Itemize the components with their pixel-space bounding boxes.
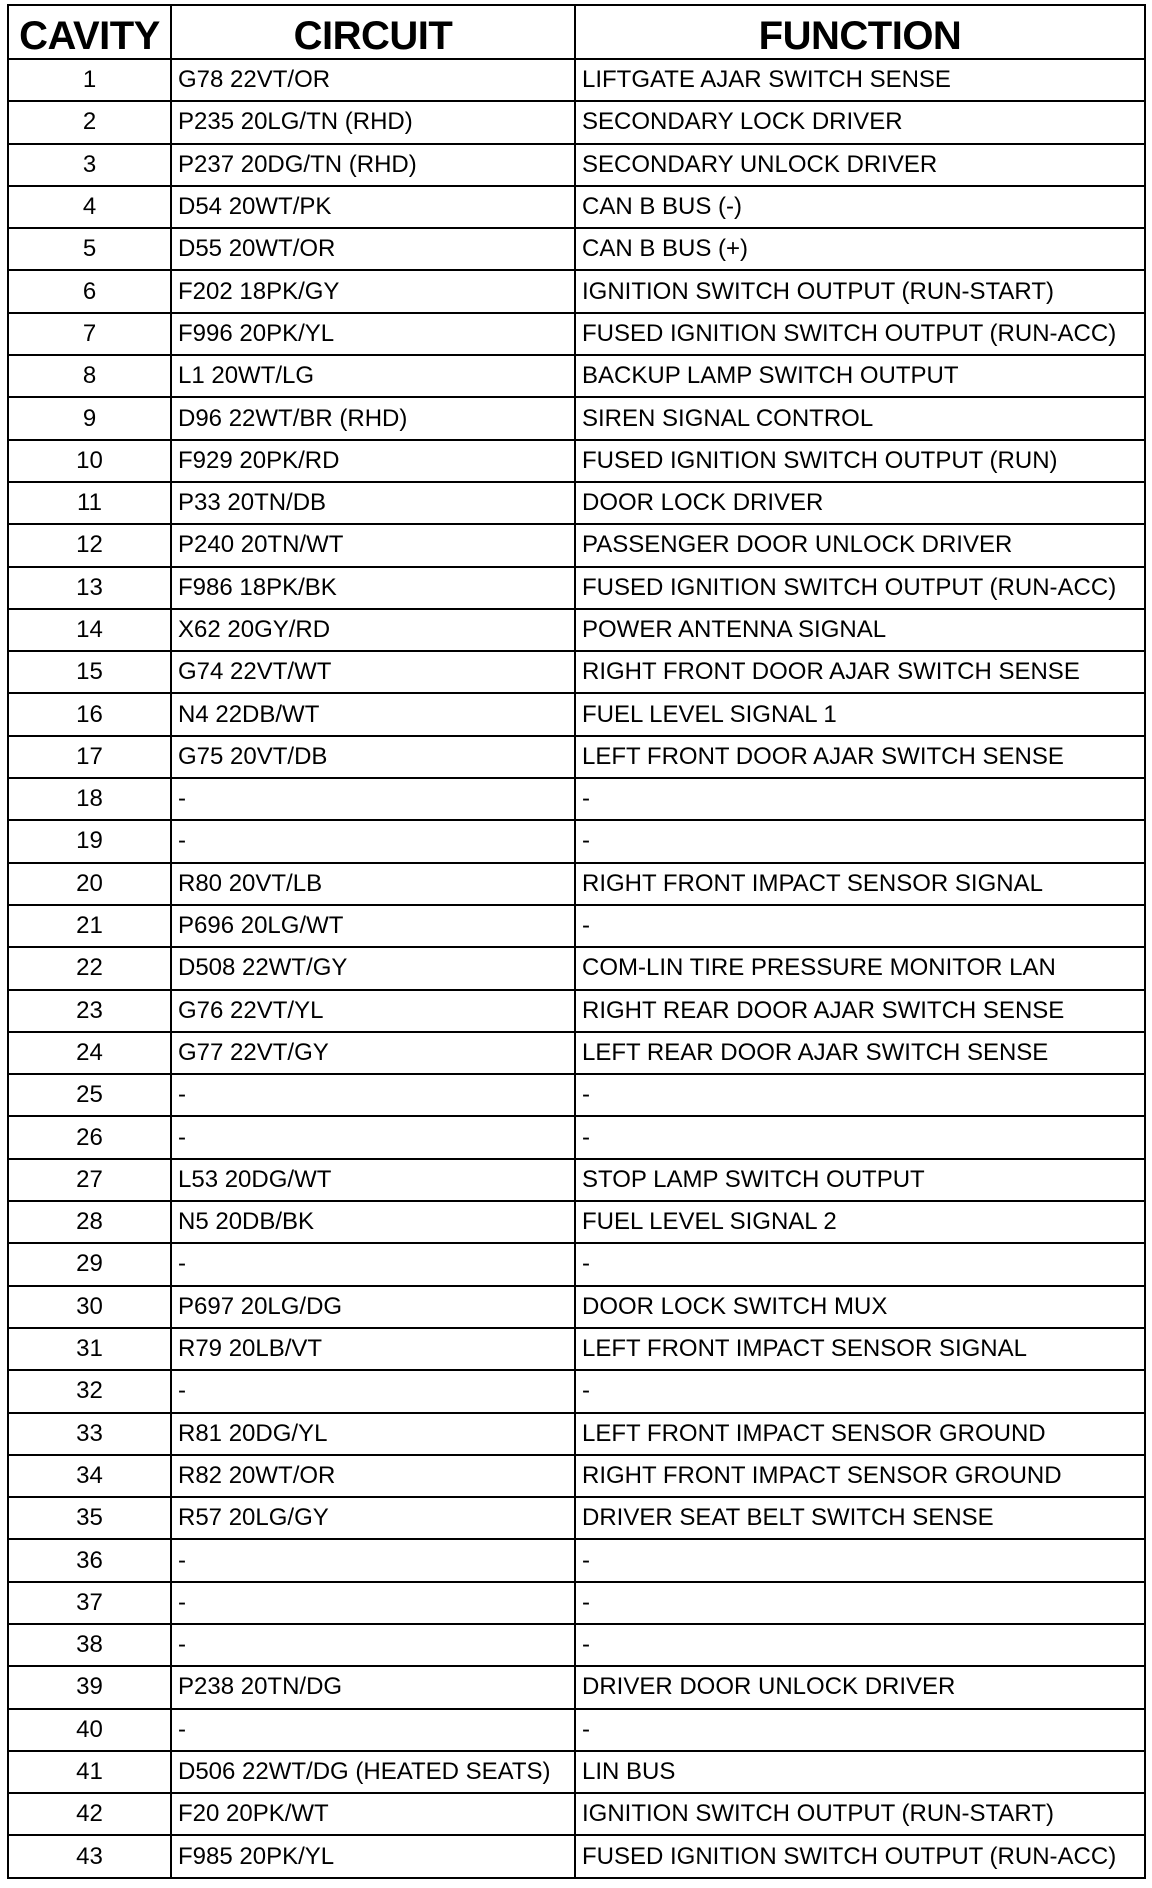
circuit-cell: F986 18PK/BK [171, 567, 575, 609]
cavity-cell: 42 [8, 1793, 171, 1835]
circuit-cell: G75 20VT/DB [171, 736, 575, 778]
cavity-cell: 22 [8, 947, 171, 989]
function-cell: DRIVER DOOR UNLOCK DRIVER [575, 1666, 1145, 1708]
table-row [8, 524, 1145, 566]
table-row [8, 1116, 1145, 1158]
circuit-cell: P696 20LG/WT [171, 905, 575, 947]
circuit-cell: R57 20LG/GY [171, 1497, 575, 1539]
cavity-cell: 38 [8, 1624, 171, 1666]
table-row [8, 990, 1145, 1032]
function-cell: - [575, 1539, 1145, 1581]
function-cell: - [575, 820, 1145, 862]
function-cell: FUSED IGNITION SWITCH OUTPUT (RUN-ACC) [575, 313, 1145, 355]
function-cell: LIN BUS [575, 1751, 1145, 1793]
function-cell: SECONDARY LOCK DRIVER [575, 101, 1145, 143]
function-cell: FUSED IGNITION SWITCH OUTPUT (RUN) [575, 440, 1145, 482]
function-cell: - [575, 905, 1145, 947]
cavity-cell: 23 [8, 990, 171, 1032]
cavity-cell: 6 [8, 270, 171, 312]
table-row [8, 1370, 1145, 1412]
table-row [8, 651, 1145, 693]
circuit-cell: R81 20DG/YL [171, 1413, 575, 1455]
circuit-cell: G76 22VT/YL [171, 990, 575, 1032]
table-row [8, 397, 1145, 439]
table-row [8, 1328, 1145, 1370]
circuit-cell: P237 20DG/TN (RHD) [171, 144, 575, 186]
cavity-cell: 39 [8, 1666, 171, 1708]
table-row [8, 1243, 1145, 1285]
function-cell: FUEL LEVEL SIGNAL 2 [575, 1201, 1145, 1243]
cavity-cell: 15 [8, 651, 171, 693]
table-row [8, 1032, 1145, 1074]
cavity-cell: 35 [8, 1497, 171, 1539]
cavity-cell: 21 [8, 905, 171, 947]
table-row [8, 228, 1145, 270]
function-cell: - [575, 1074, 1145, 1116]
table-row [8, 186, 1145, 228]
cavity-cell: 31 [8, 1328, 171, 1370]
circuit-cell: D54 20WT/PK [171, 186, 575, 228]
circuit-cell: D96 22WT/BR (RHD) [171, 397, 575, 439]
table-row [8, 144, 1145, 186]
table-row [8, 1751, 1145, 1793]
cavity-cell: 19 [8, 820, 171, 862]
function-cell: LEFT FRONT IMPACT SENSOR SIGNAL [575, 1328, 1145, 1370]
circuit-cell: G77 22VT/GY [171, 1032, 575, 1074]
table-row [8, 736, 1145, 778]
function-cell: FUSED IGNITION SWITCH OUTPUT (RUN-ACC) [575, 567, 1145, 609]
header-row [8, 5, 1145, 59]
function-cell: RIGHT REAR DOOR AJAR SWITCH SENSE [575, 990, 1145, 1032]
function-cell: SECONDARY UNLOCK DRIVER [575, 144, 1145, 186]
circuit-cell: - [171, 1074, 575, 1116]
circuit-cell: - [171, 1709, 575, 1751]
header-function: FUNCTION [575, 5, 1145, 59]
circuit-cell: P33 20TN/DB [171, 482, 575, 524]
circuit-cell: X62 20GY/RD [171, 609, 575, 651]
table-row [8, 270, 1145, 312]
table-row [8, 863, 1145, 905]
cavity-cell: 9 [8, 397, 171, 439]
cavity-cell: 12 [8, 524, 171, 566]
circuit-cell: F20 20PK/WT [171, 1793, 575, 1835]
cavity-cell: 18 [8, 778, 171, 820]
function-cell: IGNITION SWITCH OUTPUT (RUN-START) [575, 270, 1145, 312]
cavity-cell: 7 [8, 313, 171, 355]
function-cell: IGNITION SWITCH OUTPUT (RUN-START) [575, 1793, 1145, 1835]
cavity-cell: 43 [8, 1835, 171, 1877]
table-row [8, 947, 1145, 989]
cavity-cell: 2 [8, 101, 171, 143]
circuit-cell: F202 18PK/GY [171, 270, 575, 312]
cavity-cell: 8 [8, 355, 171, 397]
function-cell: STOP LAMP SWITCH OUTPUT [575, 1159, 1145, 1201]
cavity-cell: 10 [8, 440, 171, 482]
function-cell: BACKUP LAMP SWITCH OUTPUT [575, 355, 1145, 397]
cavity-cell: 27 [8, 1159, 171, 1201]
circuit-cell: - [171, 778, 575, 820]
cavity-cell: 28 [8, 1201, 171, 1243]
cavity-cell: 41 [8, 1751, 171, 1793]
table-row [8, 313, 1145, 355]
circuit-cell: - [171, 1370, 575, 1412]
circuit-cell: - [171, 820, 575, 862]
table-row [8, 1793, 1145, 1835]
cavity-cell: 13 [8, 567, 171, 609]
function-cell: LEFT FRONT IMPACT SENSOR GROUND [575, 1413, 1145, 1455]
function-cell: LEFT FRONT DOOR AJAR SWITCH SENSE [575, 736, 1145, 778]
circuit-cell: D506 22WT/DG (HEATED SEATS) [171, 1751, 575, 1793]
circuit-cell: R79 20LB/VT [171, 1328, 575, 1370]
cavity-cell: 3 [8, 144, 171, 186]
cavity-cell: 25 [8, 1074, 171, 1116]
function-cell: DOOR LOCK SWITCH MUX [575, 1286, 1145, 1328]
function-cell: LEFT REAR DOOR AJAR SWITCH SENSE [575, 1032, 1145, 1074]
circuit-cell: G78 22VT/OR [171, 59, 575, 101]
function-cell: DRIVER SEAT BELT SWITCH SENSE [575, 1497, 1145, 1539]
function-cell: - [575, 1116, 1145, 1158]
circuit-cell: N4 22DB/WT [171, 693, 575, 735]
circuit-cell: F996 20PK/YL [171, 313, 575, 355]
cavity-cell: 4 [8, 186, 171, 228]
table-row [8, 1666, 1145, 1708]
function-cell: FUEL LEVEL SIGNAL 1 [575, 693, 1145, 735]
table-row [8, 1201, 1145, 1243]
table-row [8, 567, 1145, 609]
table-row [8, 1835, 1145, 1877]
function-cell: CAN B BUS (-) [575, 186, 1145, 228]
connector-pinout-table [7, 4, 1146, 1879]
table-row [8, 778, 1145, 820]
cavity-cell: 36 [8, 1539, 171, 1581]
cavity-cell: 14 [8, 609, 171, 651]
function-cell: - [575, 1624, 1145, 1666]
function-cell: FUSED IGNITION SWITCH OUTPUT (RUN-ACC) [575, 1835, 1145, 1877]
cavity-cell: 26 [8, 1116, 171, 1158]
table-row [8, 1624, 1145, 1666]
circuit-cell: F985 20PK/YL [171, 1835, 575, 1877]
function-cell: - [575, 778, 1145, 820]
table-row [8, 1539, 1145, 1581]
cavity-cell: 37 [8, 1582, 171, 1624]
circuit-cell: - [171, 1243, 575, 1285]
function-cell: PASSENGER DOOR UNLOCK DRIVER [575, 524, 1145, 566]
circuit-cell: P235 20LG/TN (RHD) [171, 101, 575, 143]
table-body [8, 59, 1145, 1878]
circuit-cell: P240 20TN/WT [171, 524, 575, 566]
table-row [8, 355, 1145, 397]
circuit-cell: F929 20PK/RD [171, 440, 575, 482]
cavity-cell: 5 [8, 228, 171, 270]
circuit-cell: N5 20DB/BK [171, 1201, 575, 1243]
function-cell: - [575, 1370, 1145, 1412]
cavity-cell: 1 [8, 59, 171, 101]
circuit-cell: L1 20WT/LG [171, 355, 575, 397]
table-row [8, 101, 1145, 143]
circuit-cell: P697 20LG/DG [171, 1286, 575, 1328]
function-cell: DOOR LOCK DRIVER [575, 482, 1145, 524]
table-row [8, 1497, 1145, 1539]
function-cell: RIGHT FRONT IMPACT SENSOR GROUND [575, 1455, 1145, 1497]
function-cell: POWER ANTENNA SIGNAL [575, 609, 1145, 651]
table-row [8, 1709, 1145, 1751]
table-row [8, 440, 1145, 482]
table-row [8, 905, 1145, 947]
table-row [8, 59, 1145, 101]
circuit-cell: G74 22VT/WT [171, 651, 575, 693]
table-row [8, 820, 1145, 862]
table-row [8, 1159, 1145, 1201]
circuit-cell: R80 20VT/LB [171, 863, 575, 905]
table-row [8, 482, 1145, 524]
header-cavity: CAVITY [8, 5, 171, 59]
header-circuit: CIRCUIT [171, 5, 575, 59]
cavity-cell: 24 [8, 1032, 171, 1074]
cavity-cell: 30 [8, 1286, 171, 1328]
function-cell: - [575, 1709, 1145, 1751]
function-cell: SIREN SIGNAL CONTROL [575, 397, 1145, 439]
cavity-cell: 11 [8, 482, 171, 524]
function-cell: COM-LIN TIRE PRESSURE MONITOR LAN [575, 947, 1145, 989]
circuit-cell: D508 22WT/GY [171, 947, 575, 989]
circuit-cell: P238 20TN/DG [171, 1666, 575, 1708]
cavity-cell: 20 [8, 863, 171, 905]
function-cell: RIGHT FRONT IMPACT SENSOR SIGNAL [575, 863, 1145, 905]
cavity-cell: 17 [8, 736, 171, 778]
circuit-cell: R82 20WT/OR [171, 1455, 575, 1497]
circuit-cell: - [171, 1116, 575, 1158]
table-row [8, 693, 1145, 735]
table-row [8, 1413, 1145, 1455]
function-cell: - [575, 1243, 1145, 1285]
cavity-cell: 34 [8, 1455, 171, 1497]
function-cell: - [575, 1582, 1145, 1624]
table-row [8, 1074, 1145, 1116]
cavity-cell: 32 [8, 1370, 171, 1412]
cavity-cell: 40 [8, 1709, 171, 1751]
cavity-cell: 16 [8, 693, 171, 735]
cavity-cell: 29 [8, 1243, 171, 1285]
table-row [8, 1455, 1145, 1497]
circuit-cell: - [171, 1624, 575, 1666]
cavity-cell: 33 [8, 1413, 171, 1455]
function-cell: LIFTGATE AJAR SWITCH SENSE [575, 59, 1145, 101]
table-row [8, 609, 1145, 651]
function-cell: CAN B BUS (+) [575, 228, 1145, 270]
circuit-cell: - [171, 1582, 575, 1624]
circuit-cell: D55 20WT/OR [171, 228, 575, 270]
circuit-cell: L53 20DG/WT [171, 1159, 575, 1201]
table-row [8, 1286, 1145, 1328]
table-header [8, 5, 1145, 59]
table-row [8, 1582, 1145, 1624]
circuit-cell: - [171, 1539, 575, 1581]
function-cell: RIGHT FRONT DOOR AJAR SWITCH SENSE [575, 651, 1145, 693]
